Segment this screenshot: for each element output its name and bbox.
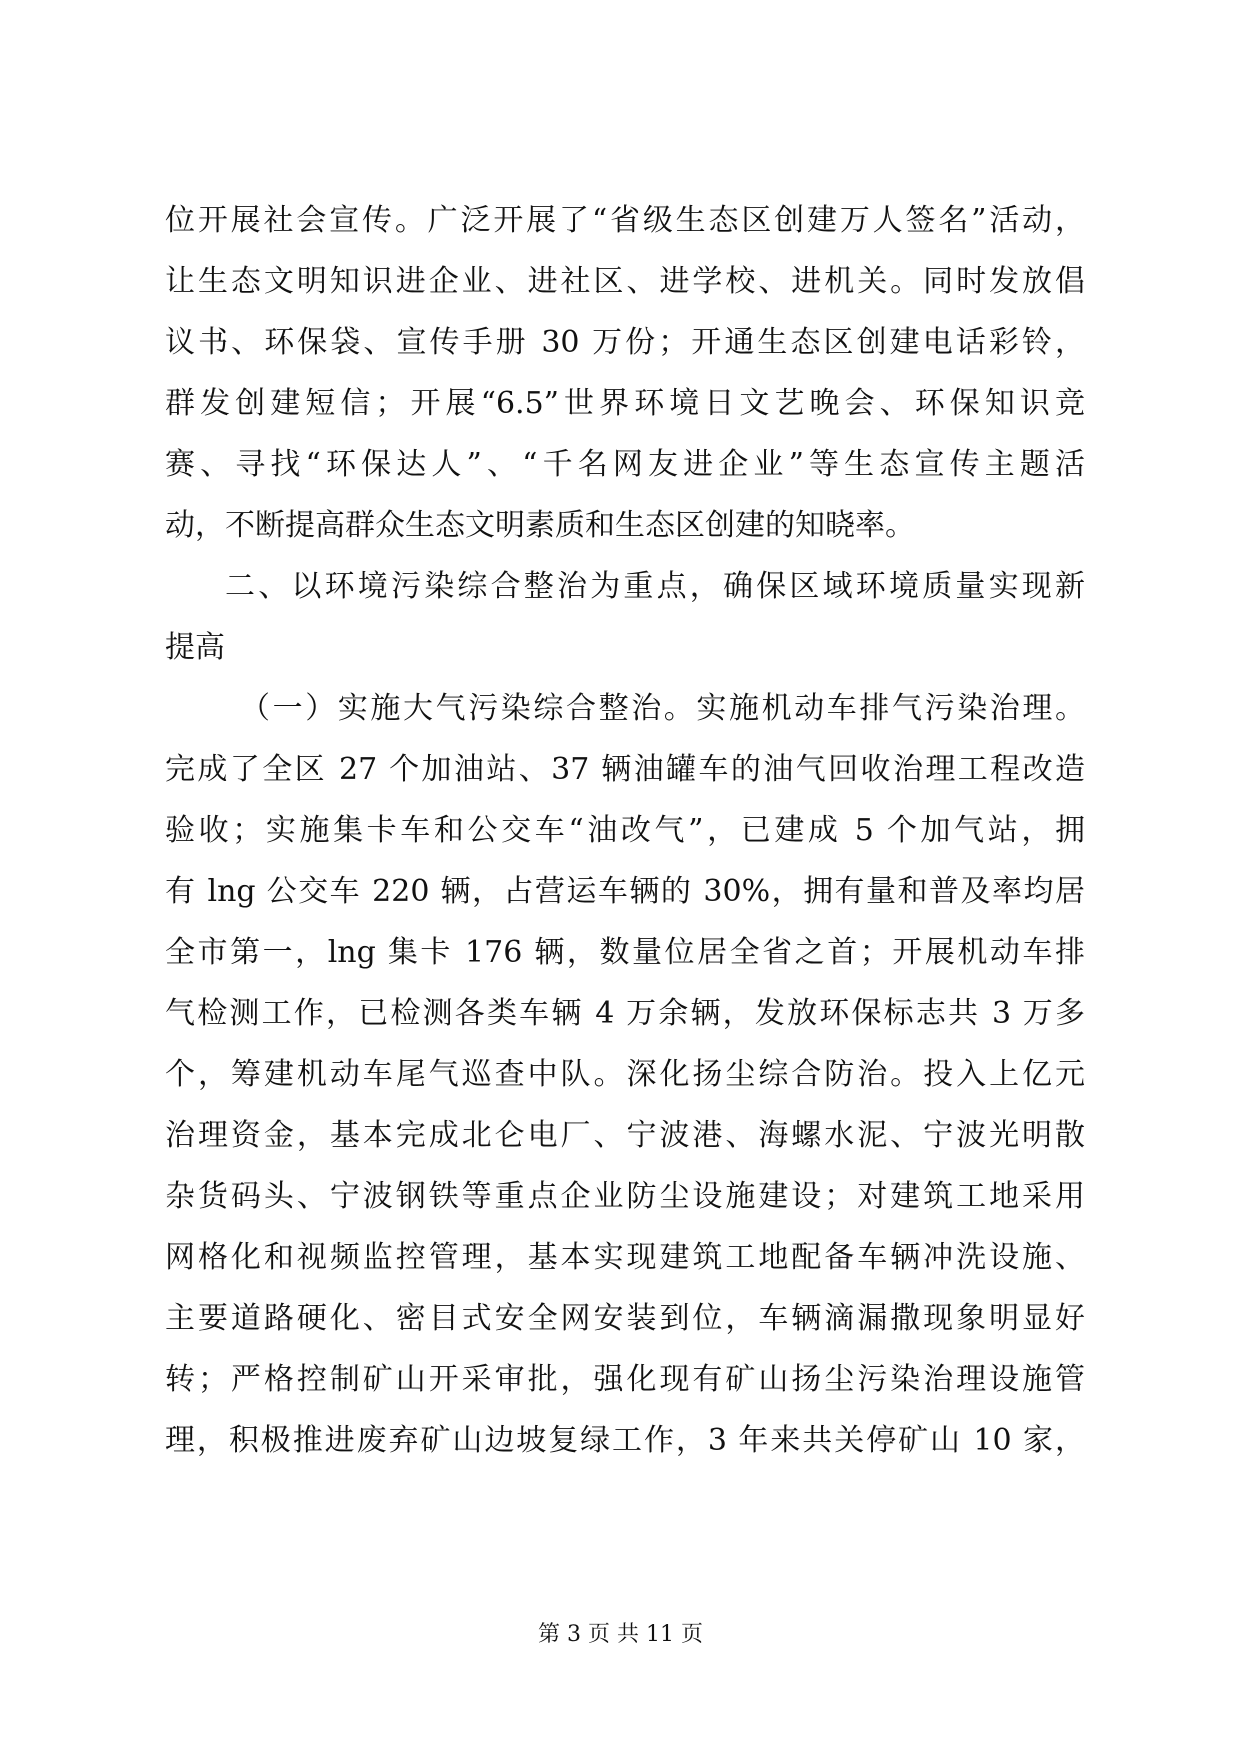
page-number-footer: 第 3 页 共 11 页 xyxy=(538,1622,703,1647)
body-line: 动，不断提高群众生态文明素质和生态区创建的知晓率。 xyxy=(165,508,915,543)
body-line: 个，筹建机动车尾气巡查中队。深化扬尘综合防治。投入上亿元 xyxy=(165,1057,1085,1092)
body-line: 气检测工作，已检测各类车辆 4 万余辆，发放环保标志共 3 万多 xyxy=(165,996,1085,1031)
body-line: （一）实施大气污染综合整治。实施机动车排气污染治理。 xyxy=(240,691,1085,726)
body-line: 完成了全区 27 个加油站、37 辆油罐车的油气回收治理工程改造 xyxy=(165,752,1085,787)
body-line: 让生态文明知识进企业、进社区、进学校、进机关。同时发放倡 xyxy=(165,264,1085,299)
body-line: 验收；实施集卡车和公交车“油改气”，已建成 5 个加气站，拥 xyxy=(165,813,1085,848)
body-line: 议书、环保袋、宣传手册 30 万份；开通生态区创建电话彩铃， xyxy=(165,325,1085,360)
body-line: 治理资金，基本完成北仑电厂、宁波港、海螺水泥、宁波光明散 xyxy=(165,1118,1085,1153)
body-line: 网格化和视频监控管理，基本实现建筑工地配备车辆冲洗设施、 xyxy=(165,1240,1085,1275)
body-line: 位开展社会宣传。广泛开展了“省级生态区创建万人签名”活动， xyxy=(165,203,1085,238)
body-line: 主要道路硬化、密目式安全网安装到位，车辆滴漏撒现象明显好 xyxy=(165,1301,1085,1336)
section-heading-line: 提高 xyxy=(165,630,225,665)
body-line: 群发创建短信；开展“6.5”世界环境日文艺晚会、环保知识竞 xyxy=(165,386,1085,421)
document-body xyxy=(165,190,1085,1471)
section-heading-line: 二、以环境污染综合整治为重点，确保区域环境质量实现新 xyxy=(225,569,1085,604)
body-line: 有 lng 公交车 220 辆，占营运车辆的 30%，拥有量和普及率均居 xyxy=(165,874,1085,909)
body-line: 理，积极推进废弃矿山边坡复绿工作，3 年来共关停矿山 10 家， xyxy=(165,1423,1085,1458)
body-line: 转；严格控制矿山开采审批，强化现有矿山扬尘污染治理设施管 xyxy=(165,1362,1085,1397)
body-line: 杂货码头、宁波钢铁等重点企业防尘设施建设；对建筑工地采用 xyxy=(165,1179,1085,1214)
body-line: 全市第一，lng 集卡 176 辆，数量位居全省之首；开展机动车排 xyxy=(165,935,1085,970)
body-line: 赛、寻找“环保达人”、“千名网友进企业”等生态宣传主题活 xyxy=(165,447,1085,482)
